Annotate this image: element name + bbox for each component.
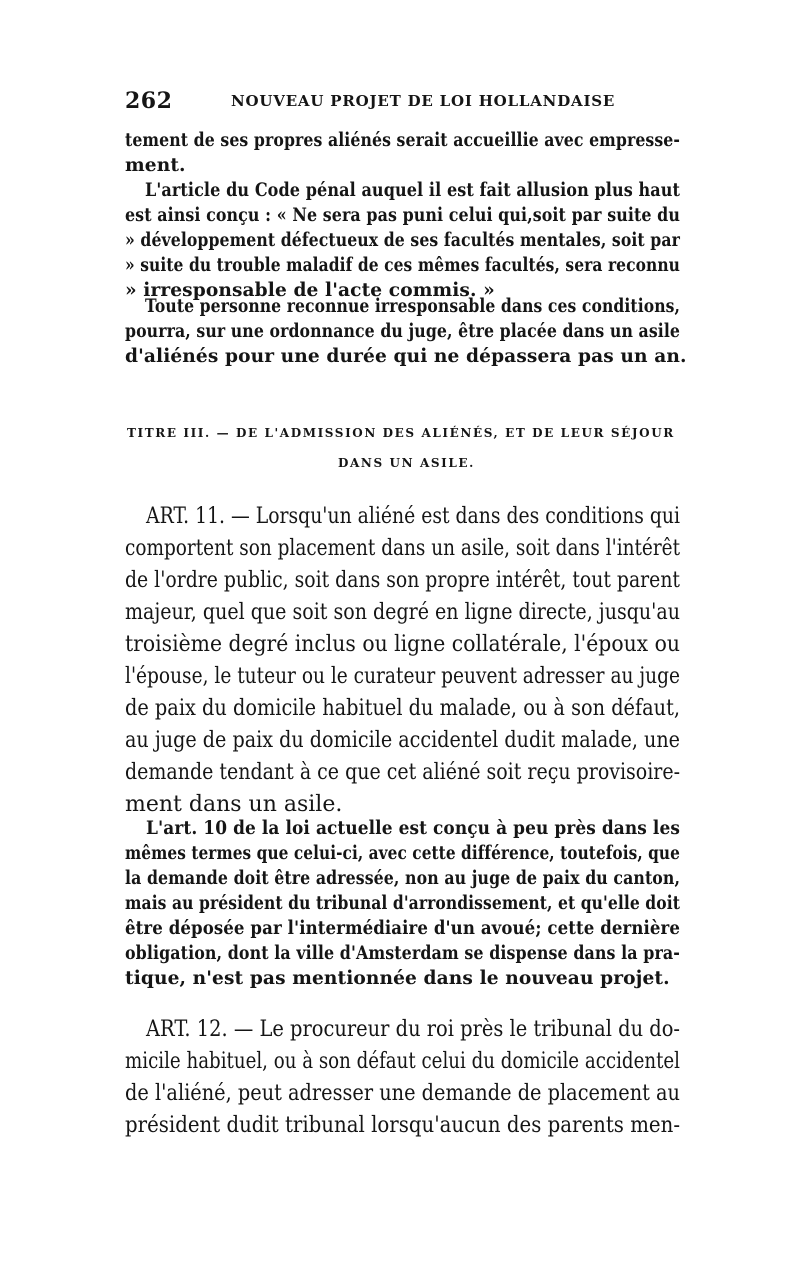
section-title-line: DANS UN ASILE. [338, 456, 475, 470]
text-line: être déposée par l'intermédiaire d'un avoué; cette dernière [125, 918, 681, 939]
text-line: » développement défectueux de ses facultés mentales, soit par [125, 230, 680, 251]
article-line: président dudit tribunal lorsqu'aucun des parents men- [125, 1113, 680, 1138]
article-line: comportent son placement dans un asile, soit dans l'intérêt [125, 536, 680, 561]
text-line: d'aliénés pour une durée qui ne dépassera pas un an. [125, 346, 687, 367]
text-line: Toute personne reconnue irresponsable dans ces conditions, [145, 296, 681, 317]
text-line: L'article du Code pénal auquel il est fait allusion plus haut [145, 180, 681, 201]
text-line: tique, n'est pas mentionnée dans le nouveau projet. [125, 968, 670, 989]
article-line: ART. 11. — Lorsqu'un aliéné est dans des conditions qui [146, 504, 680, 529]
article-line: troisième degré inclus ou ligne collatérale, l'époux ou [125, 632, 680, 657]
running-title: NOUVEAU PROJET DE LOI HOLLANDAISE [231, 92, 616, 110]
article-line: ART. 12. — Le procureur du roi près le tribunal du do- [146, 1017, 680, 1042]
article-line: micile habituel, ou à son défaut celui du domicile accidentel [125, 1049, 680, 1074]
text-line: » suite du trouble maladif de ces mêmes facultés, sera reconnu [125, 255, 681, 276]
article-line: de l'ordre public, soit dans son propre intérêt, tout parent [125, 568, 681, 593]
text-line: tement de ses propres aliénés serait accueillie avec empresse- [125, 130, 681, 151]
article-line: de paix du domicile habituel du malade, ou à son défaut, [125, 696, 681, 721]
text-line: » irresponsable de l'acte commis. » [125, 280, 495, 301]
text-line: mais au président du tribunal d'arrondissement, et qu'elle doit [125, 893, 680, 914]
article-line: de l'aliéné, peut adresser une demande de placement au [125, 1081, 681, 1106]
article-line: majeur, quel que soit son degré en ligne directe, jusqu'au [125, 600, 680, 625]
article-line: demande tendant à ce que cet aliéné soit reçu provisoire- [125, 760, 681, 785]
text-line: pourra, sur une ordonnance du juge, être placée dans un asile [125, 321, 680, 342]
page-header [125, 88, 680, 118]
text-line: la demande doit être adressée, non au juge de paix du canton, [125, 868, 681, 889]
page-number: 262 [125, 88, 173, 114]
text-line: obligation, dont la ville d'Amsterdam se dispense dans la pra- [125, 943, 680, 964]
section-title-line: TITRE III. — DE L'ADMISSION DES ALIÉNÉS, ET DE LEUR SÉJOUR [127, 426, 675, 440]
text-line: ment. [125, 155, 186, 176]
article-line: au juge de paix du domicile accidentel dudit malade, une [125, 728, 681, 753]
article-line: l'épouse, le tuteur ou le curateur peuvent adresser au juge [125, 664, 680, 689]
article-line: ment dans un asile. [125, 792, 343, 817]
text-line: L'art. 10 de la loi actuelle est conçu à peu près dans les [146, 818, 680, 839]
text-line: est ainsi conçu : « Ne sera pas puni celui qui,soit par suite du [125, 205, 681, 226]
text-line: mêmes termes que celui-ci, avec cette différence, toutefois, que [125, 843, 680, 864]
